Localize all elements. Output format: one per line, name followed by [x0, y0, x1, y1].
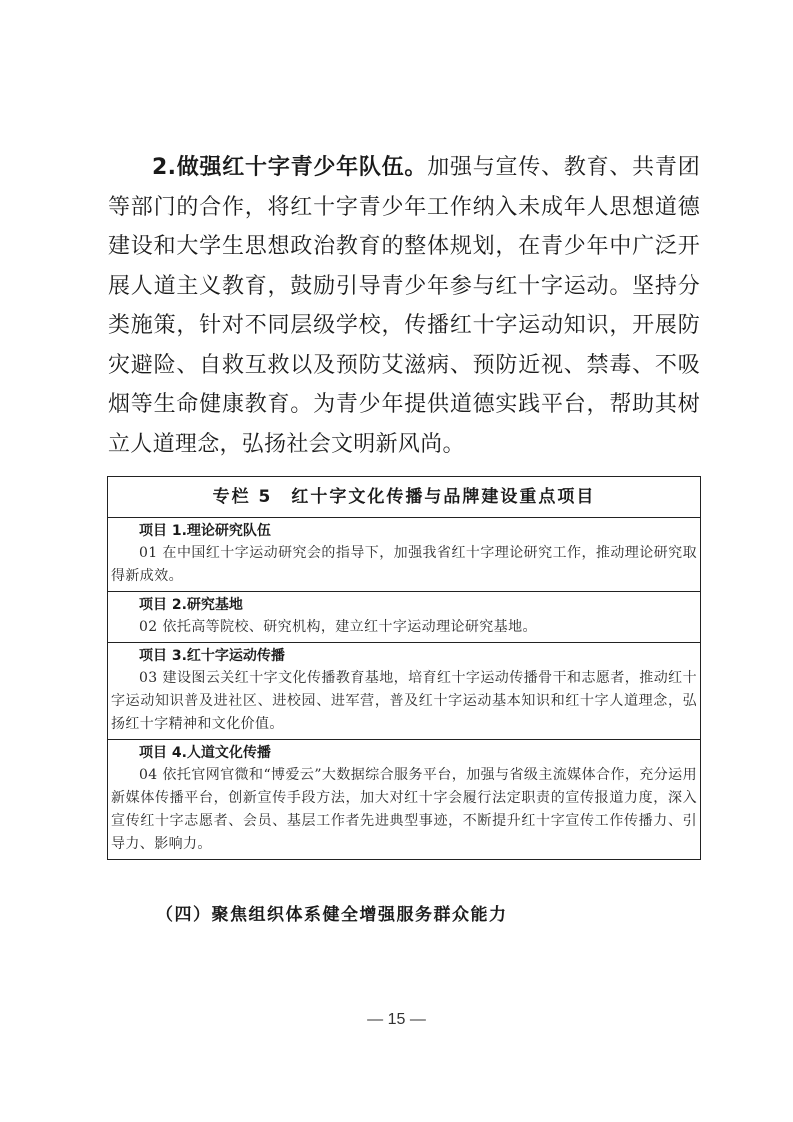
paragraph-body: 加强与宣传、教育、共青团等部门的合作，将红十字青少年工作纳入未成年人思想道德建设和大学生思想政治教育的整体规划，在青少年中广泛开展人道主义教育，鼓励引导青少年参与红十字运动。坚持分类施策，针对不同层级学校，传播红十字运动知识，开展防灾避险、自救互救以及预防艾滋病、预防近视、禁毒、不吸烟等生命健康教育。为青少年提供道德实践平台，帮助其树立人道理念，弘扬社会文明新风尚。 [108, 155, 700, 457]
project-text: 02 依托高等院校、研究机构，建立红十字运动理论研究基地。 [139, 619, 537, 635]
project-item [108, 740, 700, 859]
project-text: 03 建设图云关红十字文化传播教育基地，培育红十字运动传播骨干和志愿者，推动红十字运动知识普及进社区、进校园、进军营，普及红十字运动基本知识和红十字人道理念，弘扬红十字精神和文化价值。 [111, 670, 697, 732]
project-item [108, 643, 700, 740]
feature-box-title: 专栏 5 红十字文化传播与品牌建设重点项目 [108, 477, 700, 518]
project-text: 01 在中国红十字运动研究会的指导下，加强我省红十字理论研究工作，推动理论研究取得新成效。 [111, 545, 697, 584]
body-paragraph [108, 148, 700, 464]
project-heading: 项目 1.理论研究队伍 [139, 523, 271, 539]
page-number: — 15 — [367, 1011, 426, 1028]
project-heading: 项目 3.红十字运动传播 [139, 648, 285, 664]
project-item [108, 592, 700, 643]
paragraph-lead: 2.做强红十字青少年队伍。 [152, 155, 428, 180]
feature-box [107, 476, 701, 860]
project-heading: 项目 2.研究基地 [139, 597, 243, 613]
project-item [108, 518, 700, 592]
project-heading: 项目 4.人道文化传播 [139, 745, 271, 761]
section-heading: （四）聚焦组织体系健全增强服务群众能力 [156, 905, 508, 925]
project-text: 04 依托官网官微和“博爱云”大数据综合服务平台，加强与省级主流媒体合作，充分运用新媒体传播平台，创新宣传手段方法，加大对红十字会履行法定职责的宣传报道力度，深入宣传红十字志愿者、会员、基层工作者先进典型事迹，不断提升红十字宣传工作传播力、引导力、影响力。 [111, 767, 697, 852]
